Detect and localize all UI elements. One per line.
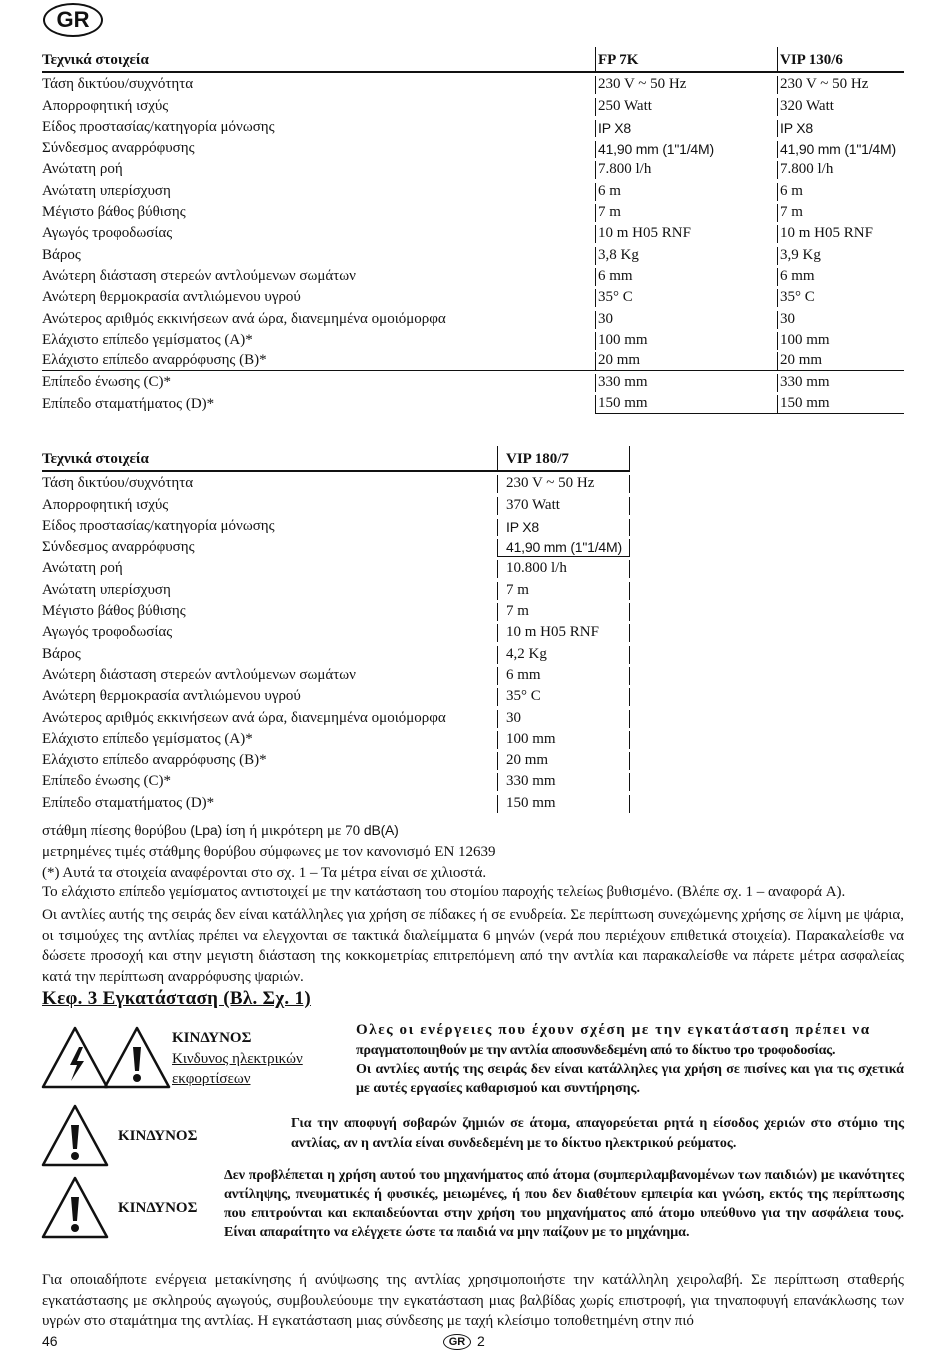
table-row — [42, 472, 630, 493]
table-row — [42, 371, 904, 392]
table-row — [42, 158, 904, 179]
spec-value: IP X8 — [497, 519, 630, 536]
table-row — [42, 201, 904, 222]
noise-text-mid: ίση ή μικρότερη με 70 — [221, 823, 364, 839]
spec-table-vip180 — [42, 446, 630, 813]
table-row — [42, 664, 630, 685]
header-label: Τεχνικά στοιχεία — [42, 451, 149, 467]
spec-value: 35° C — [777, 289, 904, 307]
spec-label: Επίπεδο ένωσης (C)* — [42, 374, 172, 391]
spec-value: 330 mm — [777, 374, 904, 392]
spec-value: 41,90 mm (1"1/4M) — [497, 539, 630, 557]
table-row — [42, 578, 630, 599]
header-model-vip130: VIP 130/6 — [777, 47, 904, 71]
spec-value: 7 m — [497, 582, 630, 600]
spec-label: Μέγιστο βάθος βύθισης — [42, 603, 186, 620]
warning-label: ΚΙΝΔΥΝΟΣ — [172, 1030, 252, 1046]
spec-label: Ελάχιστο επίπεδο αναρρόφυσης (B)* — [42, 752, 267, 769]
spec-value: 100 mm — [595, 332, 777, 350]
noise-text: στάθμη πίεσης θορύβου — [42, 823, 191, 839]
spec-label: Τάση δικτύου/συχνότητα — [42, 76, 194, 93]
table-row — [42, 536, 630, 557]
spec-value: 150 mm — [595, 395, 777, 414]
closing-paragraph: Για οποιαδήποτε ενέργεια μετακίνησης ή ανύψωσης της αντλίας χρησιμοποιήστε την κατάλληλη χειρολαβή. Σε περίπτωση σταθερής εγκατάστασης με σκληρούς αγωγούς, συμβουλεύουμε την εγκατάσταση μιας βαλβίδας χωρίς επιστροφή, για τηναποφυγή επανάκλωσης των υγρών στο σταμάτημα της αντλίας. Η εγκατάσταση μιας σύνδεσης με ταχή κλείσιμο τοποθετημένη στην πιό — [42, 1272, 904, 1329]
spec-value: 330 mm — [595, 374, 777, 392]
spec-value: 30 — [595, 311, 777, 329]
not-suitable-note: Οι αντλίες αυτής της σειράς δεν είναι κατάλληλες για χρήση σε πίδακες ή σε ενυδρεία. Σε περίπτωση συνεχώμενης χρήσης σε λίμνη με ψάρια, οι τσιμούχες της αντλίας πρέπει να ελεγχονται σε τακτικά διαλείμματα 6 μηνών (νερά που περιέχουν επιθετικά στοιχεία). Παρακαλείσθε να δώσετε προσοχή και στην μεγιστη διάσταση της κοκκομετρίας επιτρεπόμενη από την αντλία και παρακαλείσθε να πάρετε μέτρα ασφαλείας κατά την περίπτωση αναρρόφυσης ψαριών. — [42, 907, 904, 985]
spec-value: 10 m H05 RNF — [595, 225, 777, 243]
warning-text-line: Ολες οι ενέργειες που έχουν σχέση με την εγκατάσταση πρέπει να — [356, 1022, 871, 1038]
spec-value: 3,9 Kg — [777, 247, 904, 265]
table-row — [42, 791, 630, 812]
page-number: 46 — [42, 1333, 58, 1349]
spec-label: Επίπεδο σταματήματος (D)* — [42, 395, 215, 412]
spec-value: 100 mm — [777, 332, 904, 350]
table-row — [42, 116, 904, 137]
spec-label: Απορροφητική ισχύς — [42, 97, 169, 114]
db-unit: dB(A) — [363, 822, 399, 838]
min-level-note: Το ελάχιστο επίπεδο γεμίσματος αντιστοιχεί με την κατάσταση του στομίου παροχής τελείως βυθισμένο. (Βλέπε σχ. 1 – αναφορά A). — [42, 884, 846, 900]
spec-label: Ελάχιστο επίπεδο αναρρόφυσης (B)* — [42, 352, 595, 371]
footer-language-badge: GR — [443, 1334, 471, 1350]
table-row — [42, 243, 904, 264]
spec-label: Επίπεδο σταματήματος (D)* — [42, 794, 215, 811]
table-row — [42, 179, 904, 200]
spec-label: Επίπεδο ένωσης (C)* — [42, 773, 172, 790]
warning-icon — [102, 1025, 172, 1091]
warning-text: Οι αντλίες αυτής της σειράς δεν είναι κατάλληλες για χρήση σε πισίνες και για τις σχετικά με αυτές εργασίες καθαρισμού και συντήρησης. — [356, 1062, 904, 1096]
spec-label: Σύνδεσμος αναρρόφυσης — [42, 140, 195, 157]
table-row — [42, 265, 904, 286]
spec-value: 230 V ~ 50 Hz — [777, 76, 904, 94]
table-row — [42, 557, 630, 578]
spec-label: Ελάχιστο επίπεδο γεμίσματος (A)* — [42, 331, 253, 348]
warning-label: ΚΙΝΔΥΝΟΣ — [118, 1128, 198, 1144]
noise-level-note — [42, 820, 904, 842]
table-row — [42, 392, 904, 413]
table-row — [42, 329, 904, 350]
table-row — [42, 493, 630, 514]
spec-value: 30 — [777, 311, 904, 329]
table-row — [42, 94, 904, 115]
spec-value: 7 m — [497, 603, 630, 621]
spec-value: 3,8 Kg — [595, 247, 777, 265]
spec-value: 6 mm — [595, 268, 777, 286]
spec-value: 35° C — [497, 688, 630, 706]
table-row — [42, 621, 630, 642]
spec-value: 10 m H05 RNF — [497, 624, 630, 642]
header-model-fp7k: FP 7K — [595, 47, 777, 71]
spec-value: 230 V ~ 50 Hz — [497, 475, 630, 493]
spec-value: 150 mm — [497, 795, 630, 813]
warning-icon — [40, 1175, 110, 1241]
spec-label: Είδος προστασίας/κατηγορία μόνωσης — [42, 517, 275, 534]
noise-measure-note: μετρημένες τιμές στάθμης θορύβου σύμφωνες με τον κανονισμό EN 12639 — [42, 844, 496, 860]
spec-label: Ανώτερος αριθμός εκκινήσεων ανά ώρα, διανεμημένα ομοιόμορφα — [42, 709, 446, 726]
table-body — [42, 472, 630, 813]
spec-label: Σύνδεσμος αναρρόφυσης — [42, 539, 195, 556]
spec-value: 230 V ~ 50 Hz — [595, 76, 777, 94]
spec-label: Αγωγός τροφοδωσίας — [42, 225, 173, 242]
language-badge: GR — [43, 3, 103, 37]
spec-value: 41,90 mm (1"1/4M) — [777, 141, 904, 158]
spec-value: 320 Watt — [777, 98, 904, 116]
table-row — [42, 685, 630, 706]
warning-text: Δεν προβλέπεται η χρήση αυτού του μηχανήματος από άτομα (συμπεριλαμβανομένων των παιδιών) με ικανότητες αντίληψης, πνευματικές ή φυσικές, μειωμένες, ή που δεν διαθέτουν εμπειρία και γνώση, εκτός της περίπτωσης που επιτρούνται και εκπαιδεύονται στην χρήση του μηχανήματος από άτομο υπεύθυνο για την ασφάλεια τους. Είναι απαραίτητο να ελέγχετε ώστε τα παιδιά να μην παίζουν με το μηχάνημα. — [224, 1168, 904, 1240]
spec-value: 20 mm — [497, 752, 630, 770]
spec-value: 10.800 l/h — [497, 560, 630, 578]
spec-value: 6 m — [777, 183, 904, 201]
table-header — [42, 446, 630, 472]
spec-value: 30 — [497, 710, 630, 728]
table-body — [42, 73, 904, 414]
spec-value: 7 m — [595, 204, 777, 222]
spec-label: Μέγιστο βάθος βύθισης — [42, 204, 186, 221]
spec-label: Ανώτατη ροή — [42, 560, 123, 577]
spec-value: 370 Watt — [497, 497, 630, 515]
spec-table-fp7k-vip130 — [42, 47, 904, 414]
spec-label: Απορροφητική ισχύς — [42, 496, 169, 513]
spec-value: 4,2 Kg — [497, 646, 630, 664]
spec-label: Βάρος — [42, 645, 81, 662]
spec-value: 41,90 mm (1"1/4M) — [595, 141, 777, 158]
table-row — [42, 642, 630, 663]
spec-label: Ανώτερη διάσταση στερεών αντλούμενων σωμάτων — [42, 267, 356, 284]
header-label: Τεχνικά στοιχεία — [42, 52, 149, 68]
spec-value: IP X8 — [595, 120, 777, 137]
spec-value: 6 m — [595, 183, 777, 201]
lpa-unit: (Lpa) — [190, 822, 222, 838]
electric-hazard-icon — [40, 1025, 110, 1091]
warning-label: ΚΙΝΔΥΝΟΣ — [118, 1200, 198, 1216]
spec-value: 330 mm — [497, 773, 630, 791]
table-header — [42, 47, 904, 73]
spec-label: Βάρος — [42, 246, 81, 263]
table-row — [42, 706, 630, 727]
spec-value: 7.800 l/h — [777, 161, 904, 179]
spec-label: Αγωγός τροφοδωσίας — [42, 624, 173, 641]
table-row — [42, 770, 630, 791]
warning-text: Για την αποφυγή σοβαρών ζημιών σε άτομα, απαγορεύεται ρητά η είσοδος χεριών στο στόμιο της αντλίας, αν η αντλία είναι συνδεδεμένη με το δίκτυο ηλεκτρικού ρεύματος. — [291, 1116, 904, 1151]
table-row — [42, 137, 904, 158]
spec-label: Ανώτερη διάσταση στερεών αντλούμενων σωμάτων — [42, 666, 356, 683]
spec-label: Ανώτατη υπερίσχυση — [42, 581, 171, 598]
spec-value: 250 Watt — [595, 98, 777, 116]
spec-label: Ανώτερη θερμοκρασία αντλιώμενου υγρού — [42, 289, 301, 306]
table-row — [42, 222, 904, 243]
asterisk-note: (*) Αυτά τα στοιχεία αναφέρονται στο σχ. 1 – Τα μέτρα είναι σε χιλιοστά. — [42, 865, 487, 881]
spec-label: Τάση δικτύου/συχνότητα — [42, 475, 194, 492]
spec-value: 20 mm — [777, 352, 904, 371]
spec-label: Ανώτατη ροή — [42, 161, 123, 178]
table-row — [42, 728, 630, 749]
warning-text-line: πραγματοποιηθούν με την αντλία αποσυνδεδεμένη από το δίκτυο τρο τροφοδοσίας. — [356, 1043, 836, 1058]
spec-value: 7.800 l/h — [595, 161, 777, 179]
warning-sublabel: Κινδυνος ηλεκτρικών — [172, 1051, 303, 1067]
table-row — [42, 515, 630, 536]
table-row — [42, 307, 904, 328]
spec-label: Ελάχιστο επίπεδο γεμίσματος (A)* — [42, 730, 253, 747]
spec-value: 35° C — [595, 289, 777, 307]
spec-label: Ανώτερη θερμοκρασία αντλιώμενου υγρού — [42, 688, 301, 705]
header-model-vip180: VIP 180/7 — [497, 446, 630, 470]
warning-sublabel: εκφορτίσεων — [172, 1071, 251, 1087]
spec-value: 100 mm — [497, 731, 630, 749]
table-row — [42, 286, 904, 307]
section-heading: Κεφ. 3 Εγκατάσταση (Βλ. Σχ. 1) — [42, 988, 311, 1009]
spec-value: 6 mm — [777, 268, 904, 286]
spec-value: 7 m — [777, 204, 904, 222]
table-row — [42, 350, 904, 371]
table-row — [42, 600, 630, 621]
spec-label: Ανώτατη υπερίσχυση — [42, 182, 171, 199]
spec-value: 10 m H05 RNF — [777, 225, 904, 243]
spec-value: IP X8 — [777, 120, 904, 137]
warning-icon — [40, 1103, 110, 1169]
table-row — [42, 749, 630, 770]
spec-value: 6 mm — [497, 667, 630, 685]
spec-value: 150 mm — [777, 395, 904, 414]
spec-value: 20 mm — [595, 352, 777, 371]
spec-label: Ανώτερος αριθμός εκκινήσεων ανά ώρα, διανεμημένα ομοιόμορφα — [42, 310, 446, 327]
sub-page-number: 2 — [477, 1333, 485, 1349]
spec-label: Είδος προστασίας/κατηγορία μόνωσης — [42, 118, 275, 135]
table-row — [42, 73, 904, 94]
